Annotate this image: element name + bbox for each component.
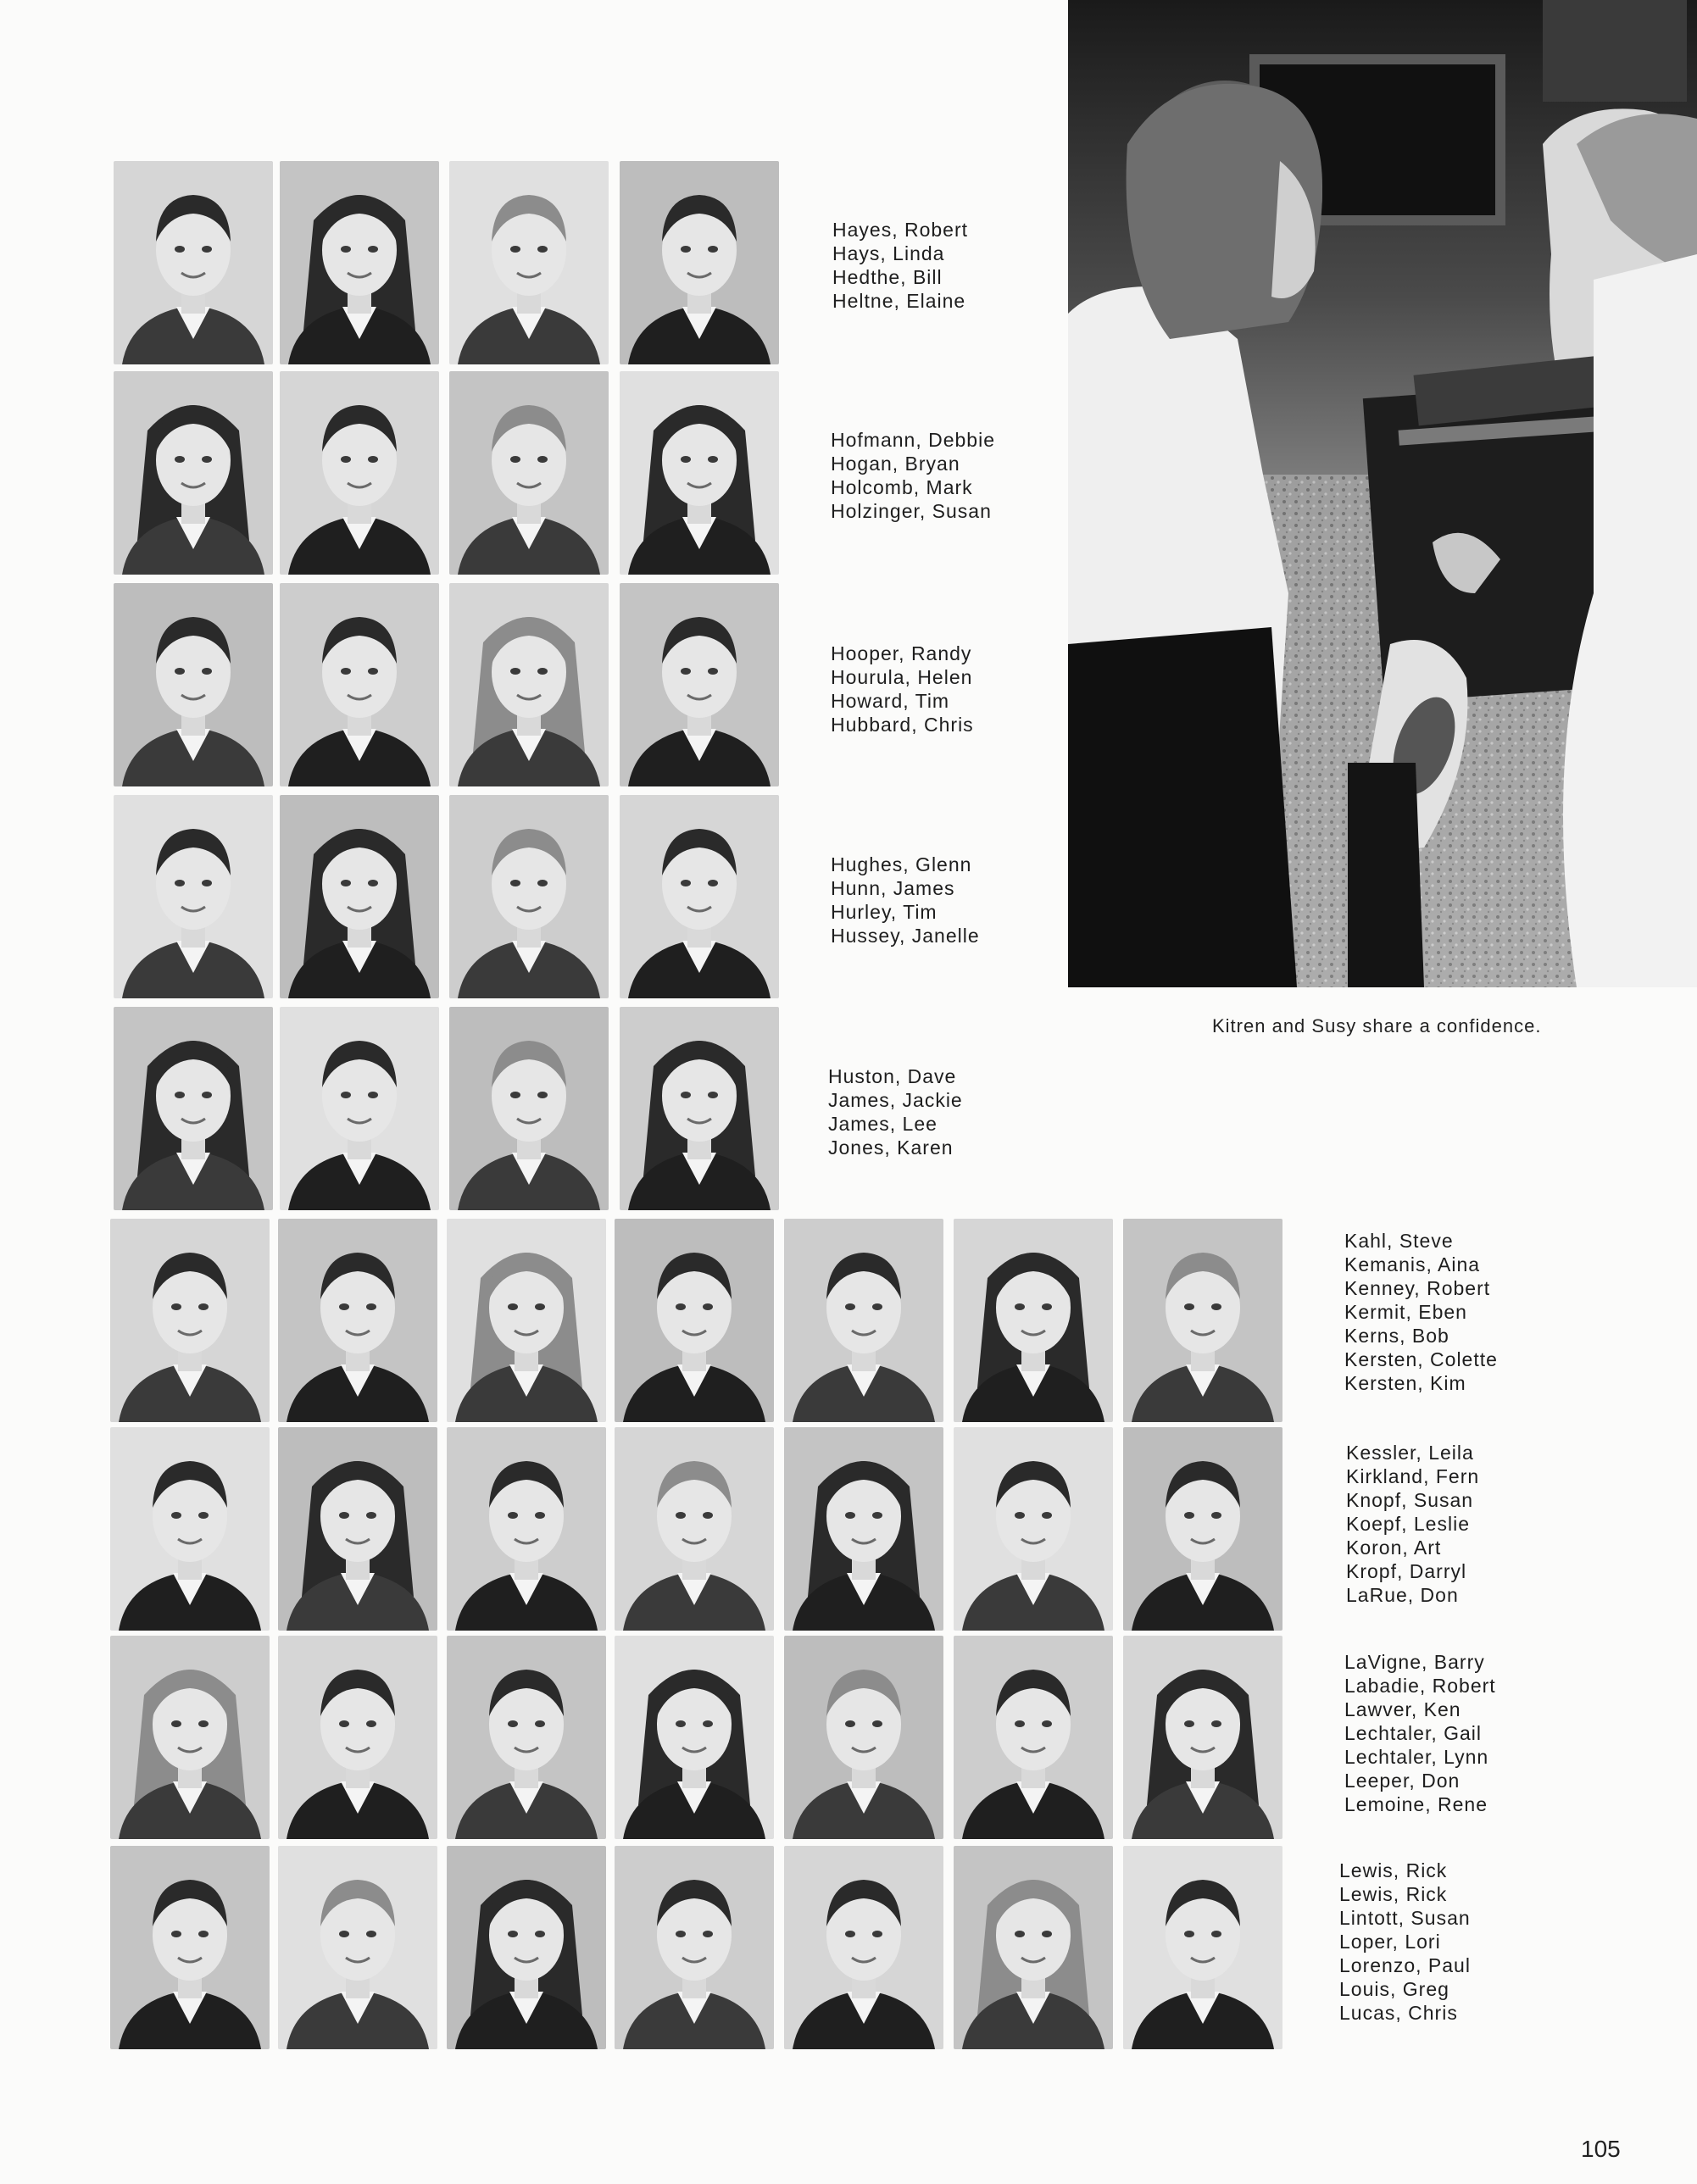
student-name: Lucas, Chris (1339, 2002, 1458, 2024)
student-portrait (784, 1636, 943, 1839)
name-list-6 (1344, 1229, 1498, 1395)
student-portrait (620, 161, 779, 364)
student-portrait (954, 1846, 1113, 2049)
student-portrait (620, 1007, 779, 1210)
student-portrait (954, 1636, 1113, 1839)
student-name: Kirkland, Fern (1346, 1465, 1480, 1487)
student-name: Kersten, Colette (1344, 1348, 1498, 1370)
student-portrait (280, 583, 439, 786)
student-portrait (615, 1427, 774, 1631)
student-name: LaVigne, Barry (1344, 1651, 1485, 1673)
student-name: Hogan, Bryan (831, 453, 960, 475)
student-name: Hubbard, Chris (831, 714, 974, 736)
student-name: Hayes, Robert (832, 219, 969, 241)
student-name: Lechtaler, Lynn (1344, 1746, 1489, 1768)
student-portrait (278, 1219, 437, 1422)
student-name: Kessler, Leila (1346, 1442, 1474, 1464)
student-name: Howard, Tim (831, 690, 950, 712)
student-portrait (449, 161, 609, 364)
student-name: Kemanis, Aina (1344, 1253, 1481, 1275)
student-portrait (620, 371, 779, 575)
student-name: James, Lee (828, 1113, 938, 1135)
student-portrait (620, 583, 779, 786)
student-name: Hughes, Glenn (831, 853, 972, 875)
photo-caption: Kitren and Susy share a confidence. (1212, 1015, 1542, 1036)
student-portrait (784, 1427, 943, 1631)
candid-photo (1068, 0, 1697, 987)
student-portrait (110, 1219, 270, 1422)
student-portrait (620, 795, 779, 998)
student-name: Loper, Lori (1339, 1931, 1441, 1953)
student-portrait (954, 1219, 1113, 1422)
student-name: Huston, Dave (828, 1065, 957, 1087)
student-name: Koron, Art (1346, 1537, 1442, 1559)
student-portrait (1123, 1846, 1282, 2049)
student-name: Kerns, Bob (1344, 1325, 1449, 1347)
student-portrait (114, 371, 273, 575)
student-name: Hussey, Janelle (831, 925, 980, 947)
student-portrait (449, 583, 609, 786)
student-name: Hourula, Helen (831, 666, 973, 688)
student-name: Hays, Linda (832, 242, 945, 264)
student-portrait (114, 161, 273, 364)
student-portrait (447, 1219, 606, 1422)
student-name: Lechtaler, Gail (1344, 1722, 1483, 1744)
student-name: Hedthe, Bill (832, 266, 943, 288)
student-name: Hunn, James (831, 877, 955, 899)
student-name: Lintott, Susan (1339, 1907, 1471, 1929)
student-portrait (954, 1427, 1113, 1631)
student-name: LaRue, Don (1346, 1584, 1459, 1606)
name-list-2 (831, 428, 995, 523)
student-name: James, Jackie (828, 1089, 963, 1111)
student-portrait (449, 371, 609, 575)
student-portrait (449, 1007, 609, 1210)
name-list-4 (831, 853, 980, 948)
name-list-3 (831, 642, 974, 736)
student-portrait (110, 1636, 270, 1839)
student-portrait (447, 1846, 606, 2049)
student-name: Kersten, Kim (1344, 1372, 1466, 1394)
student-portrait (278, 1846, 437, 2049)
student-portrait (278, 1427, 437, 1631)
student-name: Knopf, Susan (1346, 1489, 1474, 1511)
student-name: Kermit, Eben (1344, 1301, 1467, 1323)
student-portrait (615, 1636, 774, 1839)
student-portrait (114, 1007, 273, 1210)
student-name: Holzinger, Susan (831, 500, 992, 522)
student-portrait (1123, 1427, 1282, 1631)
student-name: Kahl, Steve (1344, 1230, 1454, 1252)
student-portrait (280, 1007, 439, 1210)
student-portrait (278, 1636, 437, 1839)
student-portrait (280, 371, 439, 575)
student-name: Leeper, Don (1344, 1770, 1461, 1792)
student-name: Koepf, Leslie (1346, 1513, 1470, 1535)
student-portrait (114, 583, 273, 786)
name-list-1 (832, 218, 968, 313)
name-list-7 (1346, 1441, 1479, 1607)
student-portrait (114, 795, 273, 998)
student-portrait (615, 1219, 774, 1422)
student-portrait (784, 1219, 943, 1422)
student-portrait (449, 795, 609, 998)
student-name: Heltne, Elaine (832, 290, 966, 312)
name-list-9 (1339, 1859, 1471, 2025)
student-name: Lorenzo, Paul (1339, 1954, 1471, 1976)
student-portrait (784, 1846, 943, 2049)
student-name: Louis, Greg (1339, 1978, 1449, 2000)
student-portrait (110, 1846, 270, 2049)
student-name: Lemoine, Rene (1344, 1793, 1488, 1815)
student-name: Lawver, Ken (1344, 1698, 1461, 1720)
student-name: Lewis, Rick (1339, 1859, 1448, 1881)
student-name: Hurley, Tim (831, 901, 938, 923)
student-portrait (110, 1427, 270, 1631)
student-portrait (615, 1846, 774, 2049)
student-name: Hofmann, Debbie (831, 429, 995, 451)
student-portrait (447, 1427, 606, 1631)
student-name: Holcomb, Mark (831, 476, 973, 498)
student-name: Kenney, Robert (1344, 1277, 1491, 1299)
student-portrait (447, 1636, 606, 1839)
student-portrait (1123, 1219, 1282, 1422)
name-list-5 (828, 1064, 963, 1159)
student-name: Lewis, Rick (1339, 1883, 1448, 1905)
student-name: Labadie, Robert (1344, 1675, 1496, 1697)
student-name: Kropf, Darryl (1346, 1560, 1467, 1582)
student-portrait (1123, 1636, 1282, 1839)
name-list-8 (1344, 1650, 1496, 1816)
student-portrait (280, 161, 439, 364)
student-portrait (280, 795, 439, 998)
page-number: 105 (1581, 2136, 1621, 2162)
student-name: Hooper, Randy (831, 642, 972, 664)
student-name: Jones, Karen (828, 1136, 954, 1159)
